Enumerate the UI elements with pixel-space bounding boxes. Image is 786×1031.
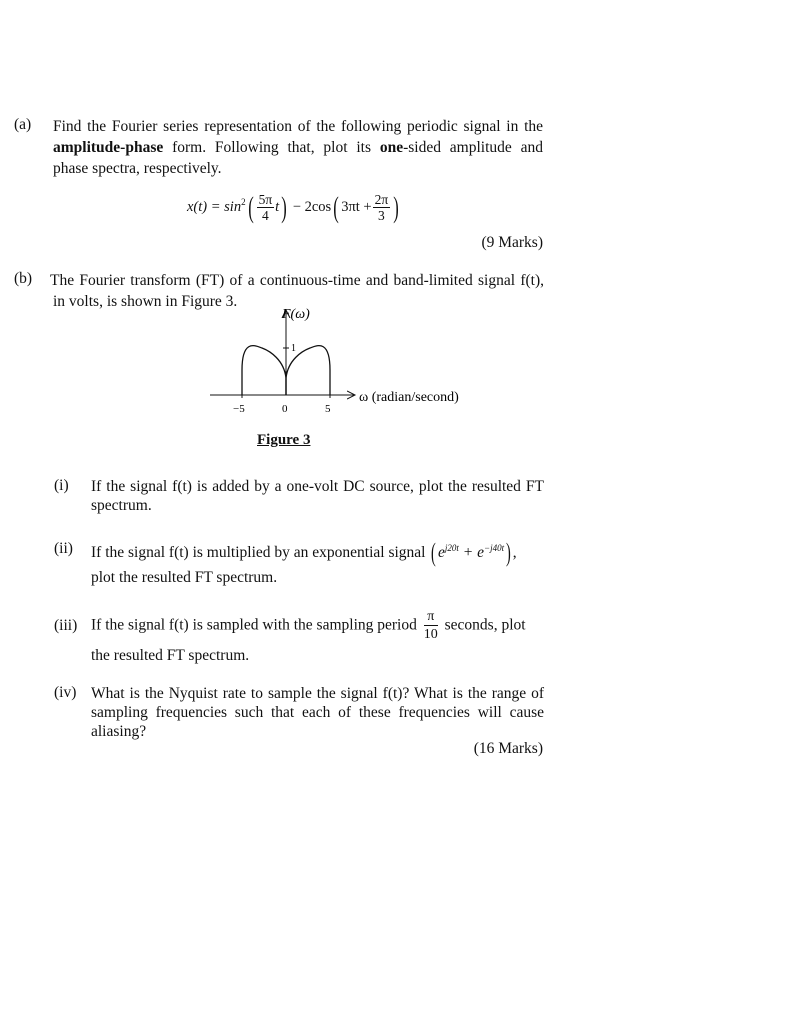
signal-equation: $x(t) = \sin^2$( $\frac{5\pi}{4}$ t) − 2cos( 3πt + $\frac{2\pi}{3}$ ) [187, 190, 399, 224]
sub-ii-plus: + e [458, 544, 485, 561]
sub-i-label: (i) [54, 477, 69, 494]
part-b-line-2: in volts, is shown in Figure 3. [53, 293, 238, 310]
amplitude-phase-term: amplitude-phase [53, 139, 164, 156]
equation-lhs: x(t) = sin [187, 198, 242, 215]
sub-ii-label: (ii) [54, 540, 73, 557]
sub-iii-label: (iii) [54, 617, 78, 634]
part-a-question [53, 116, 543, 179]
sub-iv-question [91, 684, 544, 741]
sub-ii-sup2: −j40t [484, 543, 505, 553]
part-b-label: (b) [14, 270, 33, 287]
one-term: one [379, 139, 404, 156]
frac2-num: 2π [374, 192, 389, 207]
part-a-line-3: phase spectra, respectively. [53, 160, 222, 177]
sub-ii-sup1: j20t [444, 543, 459, 553]
sub-iii-line-1 [91, 608, 544, 643]
sub-i-line-2: spectrum. [91, 497, 152, 514]
tick-label-neg5: −5 [233, 403, 245, 415]
part-a-line-2-text: form. Following that, plot its [163, 139, 380, 156]
sub-iv-line-2: sampling frequencies such that each of these frequencies will cause [91, 704, 544, 721]
sub-i-line-1: If the signal f(t) is added by a one-volt DC source, plot the resulted FT [91, 478, 544, 495]
frac1-num: 5π [258, 192, 273, 207]
sub-iv-label: (iv) [54, 684, 77, 701]
tick-label-5: 5 [325, 403, 331, 415]
sub-ii-exp1: e [438, 544, 445, 561]
equation-frac-1 [257, 192, 275, 223]
equation-frac-2 [373, 192, 391, 223]
equation-mid: − 2cos [289, 198, 332, 215]
sub-ii-line-1: If the signal f(t) is multiplied by an exponential signal ( $e^{j20t} + e^{-j40t}$) , [91, 538, 517, 568]
frac1-den: 4 [261, 208, 269, 223]
part-a-line-1: Find the Fourier series representation of the following periodic signal in the [53, 118, 543, 135]
period-num: π [424, 608, 438, 626]
spectrum-lobe-left [242, 346, 286, 395]
y-axis-label: F(ω) [282, 307, 310, 322]
figure-3-plot [200, 300, 500, 422]
part-b-line-1: The Fourier transform (FT) of a continuous-time and band-limited signal f(t), [50, 272, 544, 289]
sub-iv-line-1: What is the Nyquist rate to sample the signal f(t)? What is the range of [91, 685, 544, 702]
part-a-marks: (9 Marks) [481, 234, 543, 251]
frac2-den: 3 [378, 208, 385, 223]
sampling-period-fraction [424, 608, 438, 643]
part-a-line-2 [53, 137, 543, 158]
x-axis-label: ω (radian/second) [359, 390, 459, 405]
sub-i-question [91, 477, 544, 515]
equation-sup: 2 [241, 196, 246, 207]
equation-t: t [275, 198, 280, 215]
part-a-label: (a) [14, 116, 32, 133]
sub-ii-text: If the signal f(t) is multiplied by an exponential signal [91, 544, 426, 561]
figure-caption: Figure 3 [257, 432, 311, 448]
period-den: 10 [423, 627, 438, 642]
sub-iii-text-end: seconds, plot [444, 616, 526, 634]
sub-iii-text: If the signal f(t) is sampled with the sampling period [91, 616, 417, 634]
part-a-line-2-end: -sided amplitude and [403, 139, 543, 156]
tick-label-0: 0 [282, 403, 288, 415]
sub-iv-line-3: aliasing? [91, 723, 147, 740]
peak-label: 1 [291, 343, 296, 354]
sub-ii-line-2: plot the resulted FT spectrum. [91, 569, 278, 586]
part-b-marks: (16 Marks) [473, 740, 543, 757]
sub-iii-line-2: the resulted FT spectrum. [91, 647, 250, 664]
equation-inner: 3πt + [341, 198, 372, 215]
